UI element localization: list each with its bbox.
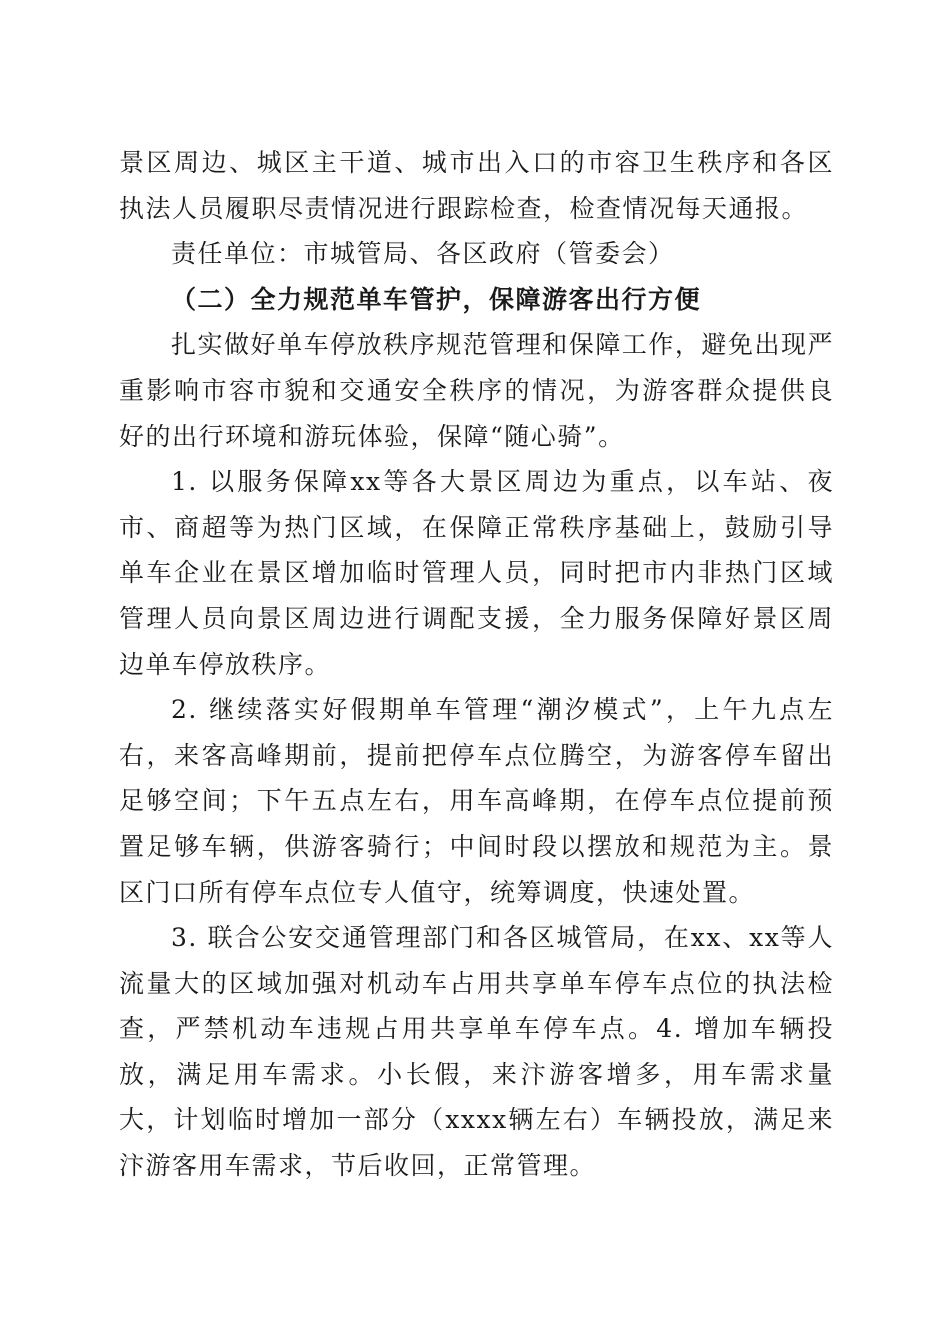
paragraph-inspection-report: 景区周边、城区主干道、城市出入口的市容卫生秩序和各区执法人员履职尽责情况进行跟踪检查，检查情况每天通报。 (119, 148, 834, 223)
paragraph-responsible-units: 责任单位：市城管局、各区政府（管委会） (171, 239, 675, 269)
paragraph-item-3-4: 3. 联合公安交通管理部门和各区城管局，在xx、xx等人流量大的区域加强对机动车占用共享单车停车点位的执法检查，严禁机动车违规占用共享单车停车点。4. 增加车辆投放，满足用车需求。小长假，来汴游客增多，用车需求量大，计划临时增加一部分（xxxx辆左右）车辆投放，满足来汴游客用车需求，节后收回，正常管理。 (119, 923, 834, 1181)
document-body (119, 140, 834, 1189)
paragraph-item-2: 2. 继续落实好假期单车管理“潮汐模式”，上午九点左右，来客高峰期前，提前把停车点位腾空，为游客停车留出足够空间；下午五点左右，用车高峰期，在停车点位提前预置足够车辆，供游客骑行；中间时段以摆放和规范为主。景区门口所有停车点位专人值守，统筹调度，快速处置。 (119, 695, 834, 907)
paragraph-item-1: 1. 以服务保障xx等各大景区周边为重点，以车站、夜市、商超等为热门区域，在保障正常秩序基础上，鼓励引导单车企业在景区增加临时管理人员，同时把市内非热门区域管理人员向景区周边进行调配支援，全力服务保障好景区周边单车停放秩序。 (119, 467, 834, 679)
paragraph-bike-parking-order: 扎实做好单车停放秩序规范管理和保障工作，避免出现严重影响市容市貌和交通安全秩序的情况，为游客群众提供良好的出行环境和游玩体验，保障“随心骑”。 (119, 330, 834, 451)
section-heading-bike-management: （二）全力规范单车管护，保障游客出行方便 (171, 284, 702, 314)
